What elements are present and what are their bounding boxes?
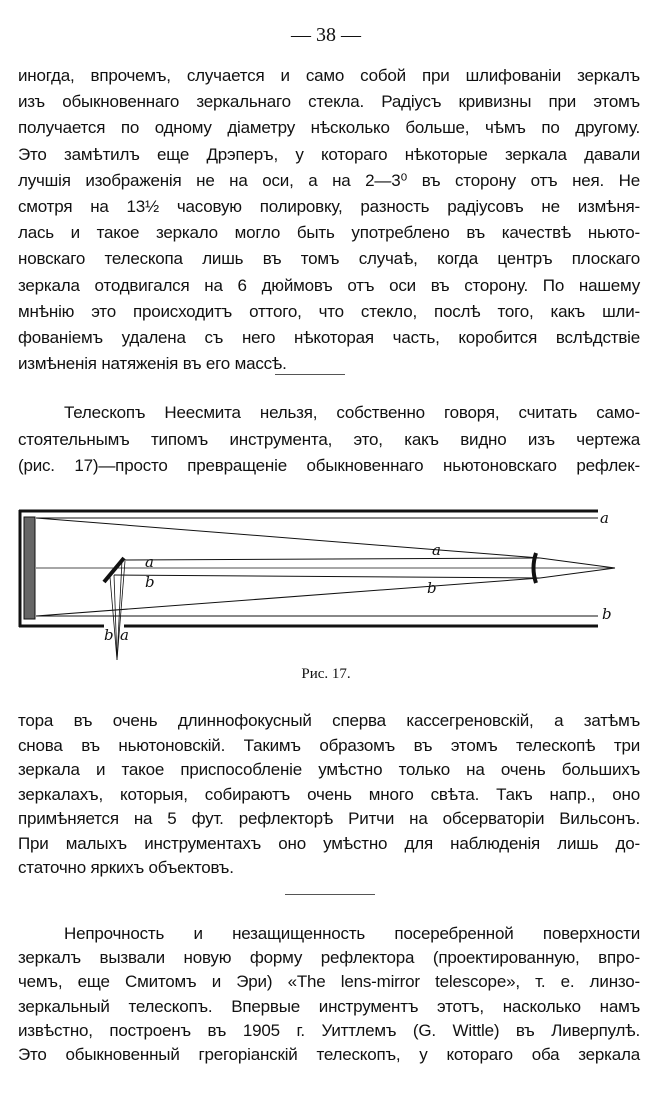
text-line: Телескопъ Неесмита нельзя, собственно говоря, считать само- [64,403,640,422]
text-line: смотря на 13½ часовую полировку, разность радiусовъ не измѣня- [18,196,640,216]
text-line: лучшiя изображенiя не на оси, а на 2—3⁰ въ сторону отъ нея. Не [18,170,640,190]
label-a-ray: a [432,541,441,559]
separator [285,894,375,895]
text-line: Это обыкновенный грегорiанскiй телескопъ, у котораго оба зеркала [18,1044,640,1064]
primary-mirror [24,517,35,619]
label-a-exit: a [120,626,129,644]
paragraph-3 [18,709,640,881]
separator [275,374,345,375]
paragraph-1 [18,63,640,377]
text-line: лась и такое зеркало могло быть употреблено въ качествѣ ньюто- [18,223,640,243]
label-b-ray: b [427,579,437,597]
text-line: тора въ очень длиннофокусный сперва кассегреновскiй, а затѣмъ [18,711,640,730]
text-line: зеркала отодвигался на 6 дюймовъ отъ оси въ сторону. По нашему [18,275,640,295]
text-line: изъ обыкновеннаго зеркальнаго стекла. Радiусъ кривизны при этомъ [18,92,640,112]
text-line: измѣненiя натяженiя въ его массѣ. [18,354,287,374]
label-b-flat: b [145,573,155,591]
text-line: снова въ ньютоновскiй. Такимъ образомъ въ этомъ телескопѣ три [18,735,640,755]
paragraph-2 [18,400,640,480]
text-line: чемъ, еще Смитомъ и Эри) «The lens-mirror telescope», т. е. линзо- [18,972,640,992]
text-line: новскаго телескопа лишь въ томъ случаѣ, когда центръ плоскаго [18,249,640,269]
label-a-top: a [600,509,609,527]
text-line: Непрочность и незащищенность посеребренной поверхности [64,924,640,943]
text-line: стоятельнымъ типомъ инструмента, это, какъ видно изъ чертежа [18,429,640,449]
figure-caption: Рис. 17. [301,666,351,682]
text-line: зеркалахъ, которыя, собираютъ очень много свѣта. Такъ напр., оно [18,784,640,804]
text-line: примѣняется на 5 фут. рефлекторѣ Ритчи на обсерваторiи Вильсонъ. [18,809,640,828]
text-line: Это замѣтилъ еще Дрэперъ, у котораго нѣкоторые зеркала давали [18,144,640,164]
paragraph-4 [18,922,640,1067]
text-line: При малыхъ инструментахъ оно умѣстно для наблюденiя лишь до- [18,833,640,853]
text-line: зеркалъ вызвали новую форму рефлектора (проектированную, впро- [18,948,640,968]
text-line: иногда, впрочемъ, случается и само собой при шлифованiи зеркалъ [18,66,640,85]
label-a-flat: a [145,553,154,571]
label-b-exit: b [104,626,114,644]
text-line: получается по одному дiаметру нѣсколько больше, чѣмъ по другому. [18,118,640,138]
text-line: мнѣнiю это происходитъ оттого, что стекло, послѣ того, какъ шли- [18,301,640,321]
text-line: зеркала и такое приспособленiе умѣстно только на очень большихъ [18,760,640,779]
page-number: — 38 — [291,24,361,46]
label-b-bottom: b [602,605,612,623]
text-line: фованiемъ удалена съ него нѣкоторая часть, коробится вслѣдствiе [18,327,640,347]
text-line: извѣстно, построенъ въ 1905 г. Уиттлемъ (G. Wittle) въ Ливерпулѣ. [18,1020,640,1040]
figure-17-telescope-diagram [0,495,652,670]
text-line: статочно яркихъ объектовъ. [18,858,234,877]
text-line: зеркальный телескопъ. Впервые инструментъ этотъ, насколько намъ [18,996,640,1016]
text-line: (рис. 17)—просто превращенiе обыкновеннаго ньютоновскаго рефлек- [18,456,640,475]
